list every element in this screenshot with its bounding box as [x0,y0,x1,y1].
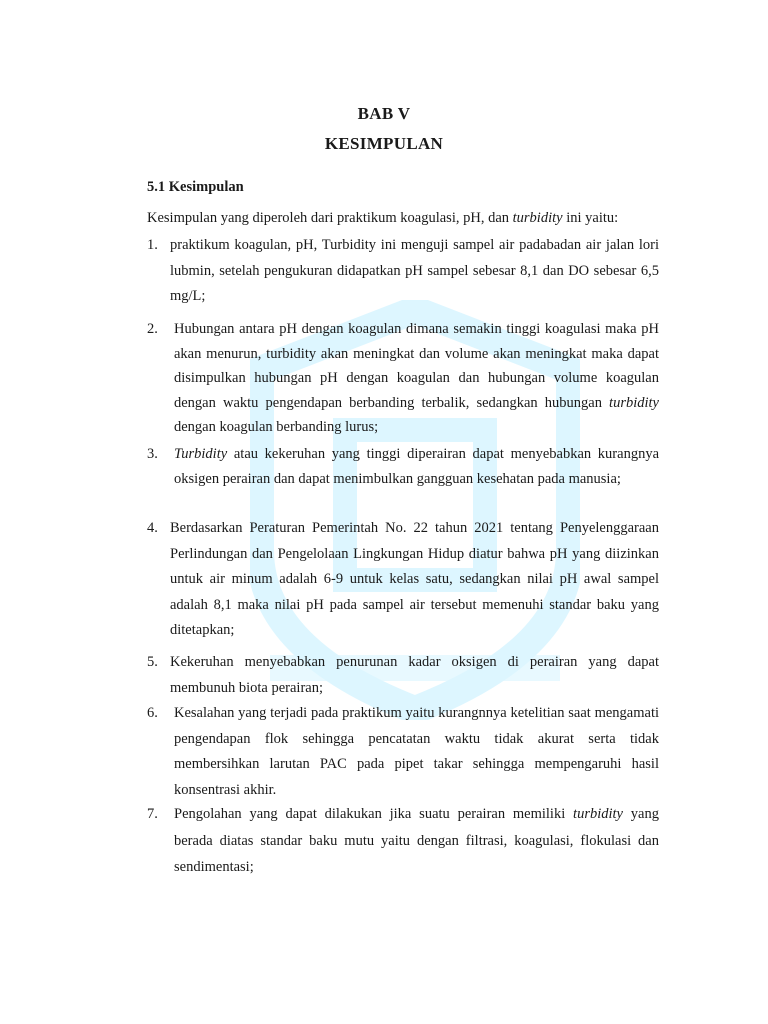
italic-term: Turbidity [174,446,228,462]
list-item-number: 2. [147,321,158,337]
list-item-number: 6. [147,705,158,721]
list-item-text: Pengolahan yang dapat dilakukan jika suatu perairan memiliki turbidity yang berada diatas standar baku mutu yaitu dengan filtrasi, koagulasi, flokulasi dan sendimentasi; [174,806,659,875]
italic-term: turbidity [609,394,659,411]
list-item-7 [147,801,659,881]
italic-term: turbidity [573,806,623,822]
list-item-number: 3. [147,446,158,462]
list-item-2 [147,317,659,440]
list-item-text: Hubungan antara pH dengan koagulan dimana semakin tinggi koagulasi maka pH akan menurun, turbidity akan meningkat dan volume akan meningkat maka dapat disimpulkan hubungan pH dengan koagulan dan hubungan volume koagulan dengan waktu pengendapan berbanding terbalik, sedangkan hubungan turbidity dengan koagulan berbanding lurus; [174,321,659,435]
chapter-title: KESIMPULAN [324,134,444,153]
list-item-number: 7. [147,806,158,822]
list-item-3 [147,442,659,491]
list-item-number: 5. [147,654,158,670]
list-item-number: 4. [147,520,158,536]
intro-italic-term: turbidity [512,210,563,226]
chapter-number: BAB V [357,104,411,123]
list-item-text: Kekeruhan menyebabkan penurunan kadar oksigen di perairan yang dapat membunuh biota perairan; [170,654,659,696]
list-item-1 [147,233,659,310]
list-item-text: Turbidity atau kekeruhan yang tinggi diperairan dapat menyebabkan kurangnya oksigen perairan dan dapat menimbulkan gangguan kesehatan pada manusia; [174,446,659,487]
list-item-5 [147,650,659,701]
list-item-number: 1. [147,237,158,253]
list-item-6 [147,701,659,803]
list-item-text: praktikum koagulan, pH, Turbidity ini menguji sampel air padabadan air jalan lori lubmin, setelah pengukuran didapatkan pH sampel sebesar 8,1 dan DO sebesar 6,5 mg/L; [170,237,659,304]
section-heading: 5.1 Kesimpulan [147,179,244,195]
list-item-4 [147,516,659,644]
list-item-text: Berdasarkan Peraturan Pemerintah No. 22 tahun 2021 tentang Penyelenggaraan Perlindungan dan Pengelolaan Lingkungan Hidup diatur bahwa pH yang diizinkan untuk air minum adalah 6-9 untuk kelas satu, sedangkan nilai pH awal sampel adalah 8,1 maka nilai pH pada sampel air tersebut memenuhi standar baku yang ditetapkan; [170,520,659,638]
list-item-text: Kesalahan yang terjadi pada praktikum yaitu kurangnnya ketelitian saat mengamati pengendapan flok sehingga pencatatan waktu tidak akurat serta tidak membersihkan larutan PAC pada pipet takar sehingga mempengaruhi hasil konsentrasi akhir. [174,705,659,798]
intro-paragraph: Kesimpulan yang diperoleh dari praktikum koagulasi, pH, dan turbidity ini yaitu: [147,210,619,226]
